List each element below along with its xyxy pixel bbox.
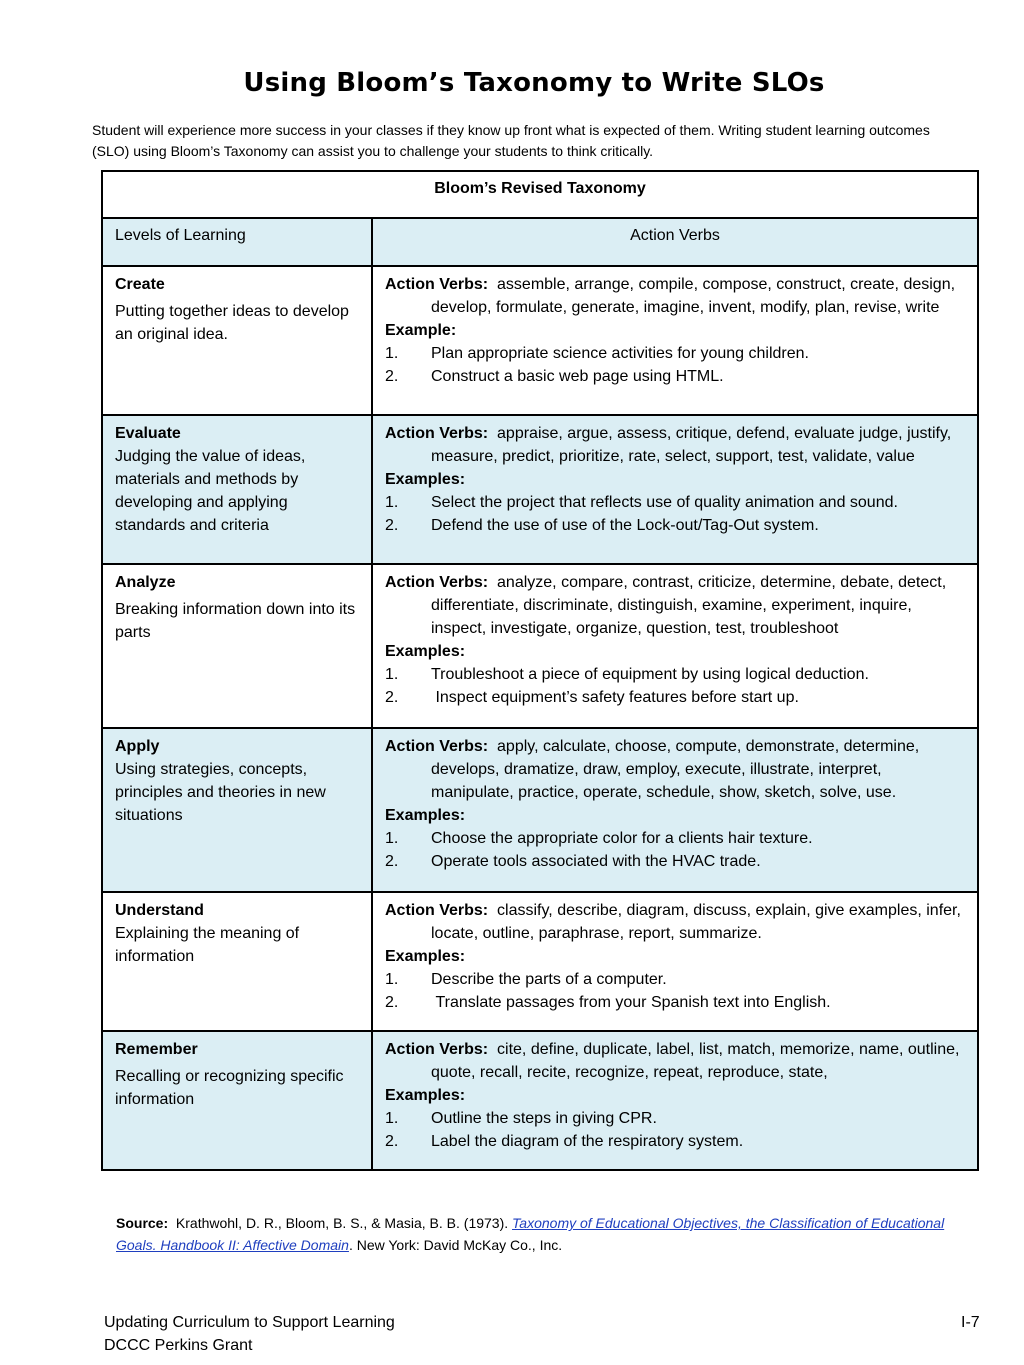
example-text: Select the project that reflects use of quality animation and sound. — [431, 494, 898, 511]
example-number: 2. — [385, 689, 399, 706]
action-verbs-list: classify, describe, diagram, discuss, explain, give examples, infer, locate, outline, paraphrase, report, summarize. — [431, 902, 961, 942]
example-text: Plan appropriate science activities for young children. — [431, 345, 809, 362]
example-item — [385, 663, 965, 686]
level-name: Create — [115, 276, 165, 293]
example-number: 2. — [385, 1133, 399, 1150]
level-name: Apply — [115, 738, 160, 755]
table-header-row — [102, 218, 978, 266]
action-verbs-label: Action Verbs: — [385, 276, 489, 293]
verbs-cell — [372, 564, 978, 728]
taxonomy-row — [102, 415, 978, 564]
action-verbs-label: Action Verbs: — [385, 902, 489, 919]
level-cell — [102, 415, 372, 564]
level-name: Evaluate — [115, 425, 181, 442]
action-verbs — [385, 899, 965, 945]
table-caption: Bloom’s Revised Taxonomy — [102, 171, 978, 218]
source-label: Source: — [116, 1215, 169, 1231]
source-citation — [116, 1212, 976, 1256]
example-text: Translate passages from your Spanish text into English. — [431, 994, 831, 1011]
level-description: Explaining the meaning of information — [115, 925, 300, 965]
level-cell — [102, 1031, 372, 1170]
examples-label: Examples: — [385, 1087, 466, 1104]
action-verbs-list: cite, define, duplicate, label, list, match, memorize, name, outline, quote, recall, recite, recognize, repeat, reproduce, state, — [431, 1041, 960, 1081]
example-text: Inspect equipment’s safety features before start up. — [431, 689, 799, 706]
action-verbs — [385, 422, 965, 468]
level-description: Judging the value of ideas, materials and methods by developing and applying standards and criteria — [115, 448, 306, 534]
footer-line-1: Updating Curriculum to Support Learning — [104, 1314, 395, 1331]
example-item — [385, 686, 965, 709]
example-text: Outline the steps in giving CPR. — [431, 1110, 657, 1127]
example-number: 2. — [385, 994, 399, 1011]
example-item — [385, 342, 965, 365]
example-item — [385, 365, 965, 388]
taxonomy-row — [102, 266, 978, 415]
source-publisher: . New York: David McKay Co., Inc. — [348, 1237, 563, 1253]
source-link[interactable]: Taxonomy of Educational Objectives, the Classification of Educational Goals. Handbook II: Affective Domain — [116, 1215, 945, 1253]
example-item — [385, 1130, 965, 1153]
example-text: Operate tools associated with the HVAC trade. — [431, 853, 761, 870]
example-number: 2. — [385, 853, 399, 870]
action-verbs-label: Action Verbs: — [385, 738, 489, 755]
taxonomy-table — [101, 170, 979, 1171]
footer-left — [104, 1311, 395, 1357]
example-number: 1. — [385, 971, 399, 988]
example-item — [385, 968, 965, 991]
verbs-cell — [372, 415, 978, 564]
example-number: 1. — [385, 1110, 399, 1127]
taxonomy-row — [102, 892, 978, 1031]
verbs-cell — [372, 892, 978, 1031]
examples-label: Examples: — [385, 643, 466, 660]
column-header-levels: Levels of Learning — [102, 218, 372, 266]
action-verbs-list: apply, calculate, choose, compute, demonstrate, determine, develops, dramatize, draw, employ, execute, illustrate, interpret, manipulate, practice, operate, schedule, show, sketch, solve, use. — [431, 738, 920, 801]
verbs-cell — [372, 728, 978, 892]
intro-paragraph: Student will experience more success in your classes if they know up front what is expected of them. Writing student learning outcomes (SLO) using Bloom’s Taxonomy can assist you to challenge your students to think critically. — [92, 122, 930, 159]
level-description: Recalling or recognizing specific information — [115, 1068, 344, 1108]
example-text: Defend the use of use of the Lock-out/Tag-Out system. — [431, 517, 819, 534]
footer-line-2: DCCC Perkins Grant — [104, 1337, 253, 1354]
action-verbs-list: analyze, compare, contrast, criticize, determine, debate, detect, differentiate, discriminate, distinguish, examine, experiment, inquire, inspect, investigate, organize, question, test, troubleshoot — [431, 574, 947, 637]
example-number: 1. — [385, 494, 399, 511]
taxonomy-row — [102, 564, 978, 728]
example-number: 1. — [385, 666, 399, 683]
action-verbs-label: Action Verbs: — [385, 574, 489, 591]
action-verbs-list: appraise, argue, assess, critique, defend, evaluate judge, justify, measure, predict, prioritize, rate, select, support, test, validate, value — [431, 425, 952, 465]
example-item — [385, 491, 965, 514]
action-verbs — [385, 571, 965, 640]
taxonomy-row — [102, 1031, 978, 1170]
action-verbs — [385, 273, 965, 319]
example-number: 1. — [385, 830, 399, 847]
level-description: Putting together ideas to develop an original idea. — [115, 303, 349, 343]
action-verbs-label: Action Verbs: — [385, 425, 489, 442]
example-text: Construct a basic web page using HTML. — [431, 368, 724, 385]
level-description: Breaking information down into its parts — [115, 601, 356, 641]
example-number: 1. — [385, 345, 399, 362]
column-header-verbs: Action Verbs — [372, 218, 978, 266]
level-cell — [102, 892, 372, 1031]
example-number: 2. — [385, 368, 399, 385]
verbs-cell — [372, 1031, 978, 1170]
example-item — [385, 850, 965, 873]
level-name: Remember — [115, 1041, 198, 1058]
action-verbs — [385, 1038, 965, 1084]
page-number: I-7 — [961, 1314, 980, 1331]
action-verbs-list: assemble, arrange, compile, compose, construct, create, design, develop, formulate, generate, imagine, invent, modify, plan, revise, write — [431, 276, 956, 316]
action-verbs — [385, 735, 965, 804]
level-description: Using strategies, concepts, principles and theories in new situations — [115, 761, 326, 824]
example-item — [385, 1107, 965, 1130]
example-item — [385, 991, 965, 1014]
example-text: Troubleshoot a piece of equipment by using logical deduction. — [431, 666, 869, 683]
example-item — [385, 514, 965, 537]
examples-label: Examples: — [385, 948, 466, 965]
level-cell — [102, 266, 372, 415]
example-text: Describe the parts of a computer. — [431, 971, 667, 988]
level-cell — [102, 728, 372, 892]
level-name: Analyze — [115, 574, 176, 591]
verbs-cell — [372, 266, 978, 415]
source-authors: Krathwohl, D. R., Bloom, B. S., & Masia, B. B. (1973). — [175, 1215, 509, 1231]
example-item — [385, 827, 965, 850]
example-number: 2. — [385, 517, 399, 534]
level-cell — [102, 564, 372, 728]
examples-label: Examples: — [385, 807, 466, 824]
taxonomy-row — [102, 728, 978, 892]
examples-label: Example: — [385, 322, 457, 339]
level-name: Understand — [115, 902, 204, 919]
page-title: Using Bloom’s Taxonomy to Write SLOs — [243, 68, 825, 98]
action-verbs-label: Action Verbs: — [385, 1041, 489, 1058]
example-text: Label the diagram of the respiratory system. — [431, 1133, 744, 1150]
examples-label: Examples: — [385, 471, 466, 488]
example-text: Choose the appropriate color for a clients hair texture. — [431, 830, 813, 847]
